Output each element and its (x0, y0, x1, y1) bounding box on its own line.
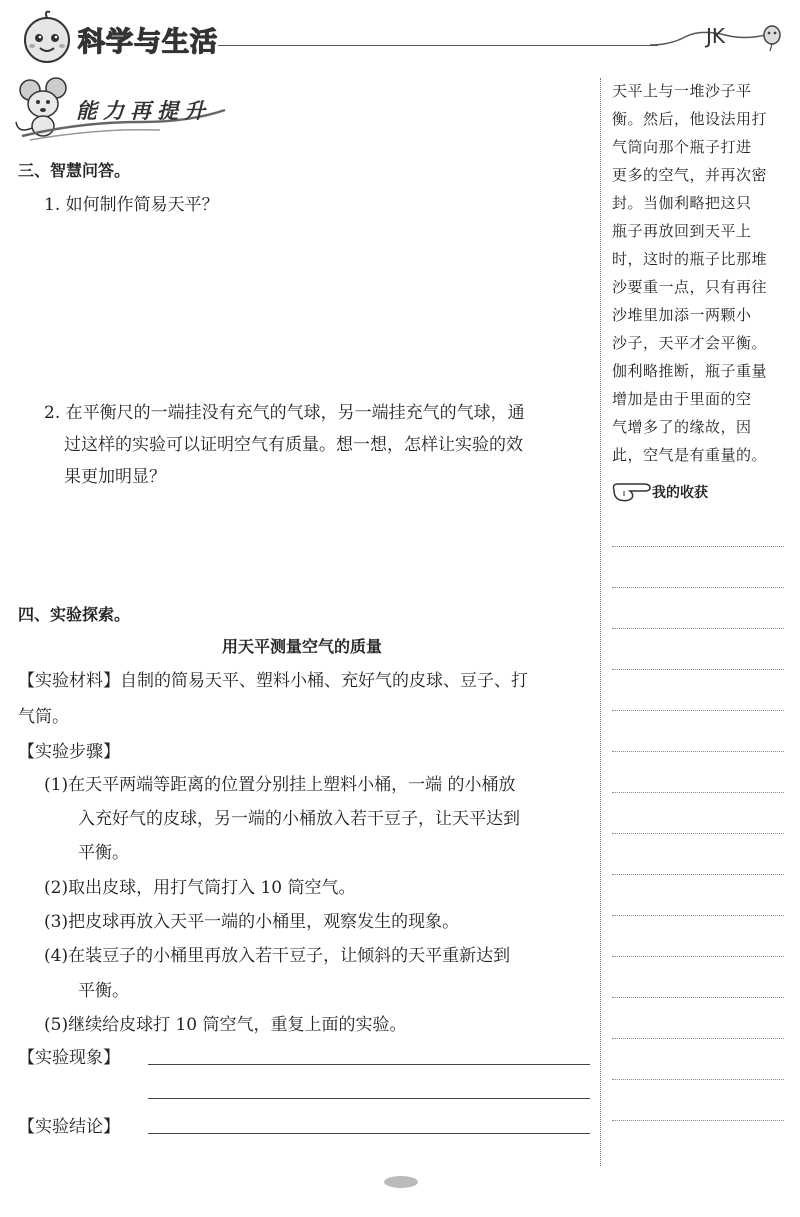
phenomenon-answer-line[interactable] (148, 1098, 590, 1099)
harvest-writing-line[interactable] (612, 1038, 784, 1039)
harvest-writing-line[interactable] (612, 956, 784, 957)
sidebar-text-line: 增加是由于里面的空 (612, 390, 752, 408)
sidebar-text-line: 更多的空气，并再次密 (612, 166, 768, 184)
conclusion-answer-line[interactable] (148, 1133, 590, 1134)
step-line: (1)在天平两端等距离的位置分别挂上塑料小桶，一端 的小桶放 (44, 775, 516, 795)
harvest-writing-line[interactable] (612, 833, 784, 834)
conclusion-label: 【实验结论】 (18, 1117, 120, 1137)
phenomenon-label: 【实验现象】 (18, 1048, 120, 1068)
question-1: 1. 如何制作简易天平？ (44, 195, 219, 215)
sidebar-text-line: 瓶子再放回到天平上 (612, 222, 752, 240)
harvest-writing-line[interactable] (612, 587, 784, 588)
harvest-writing-line[interactable] (612, 915, 784, 916)
step-line: (5)继续给皮球打 10 筒空气，重复上面的实验。 (44, 1015, 407, 1035)
step-line: 入充好气的皮球，另一端的小桶放入若干豆子，让天平达到 (78, 809, 520, 829)
harvest-writing-line[interactable] (612, 874, 784, 875)
step-line: (3)把皮球再放入天平一端的小桶里，观察发生的现象。 (44, 912, 460, 932)
harvest-writing-line[interactable] (612, 669, 784, 670)
page-number-badge (384, 1176, 418, 1188)
header-rule (218, 45, 658, 46)
sidebar-text-line: 沙堆里加添一两颗小 (612, 306, 752, 324)
steps-label: 【实验步骤】 (18, 742, 120, 762)
sidebar-divider (600, 78, 601, 1166)
mascot-logo (16, 10, 78, 70)
section3-heading: 三、智慧问答。 (18, 161, 131, 180)
sidebar-text-line: 封。当伽利略把这只 (612, 194, 752, 212)
section4-heading: 四、实验探索。 (18, 605, 131, 624)
question-2-line-1: 2. 在平衡尺的一端挂没有充气的气球，另一端挂充气的气球，通 (44, 403, 525, 423)
harvest-writing-line[interactable] (612, 628, 784, 629)
sidebar-text-line: 此，空气是有重量的。 (612, 446, 768, 464)
harvest-writing-line[interactable] (612, 792, 784, 793)
harvest-writing-line[interactable] (612, 1079, 784, 1080)
step-line: 平衡。 (78, 843, 129, 863)
materials-line-1: 【实验材料】自制的简易天平、塑料小桶、充好气的皮球、豆子、打 (18, 671, 528, 691)
harvest-writing-line[interactable] (612, 1120, 784, 1121)
sidebar-text-line: 沙要重一点，只有再往 (612, 278, 768, 296)
harvest-title: 我的收获 (652, 485, 708, 501)
header-title: 科学与生活 (78, 27, 218, 58)
balloon-icon (760, 24, 784, 56)
sidebar-text-line: 气筒向那个瓶子打进 (612, 138, 752, 156)
sidebar-text-line: 天平上与一堆沙子平 (612, 82, 752, 100)
question-2-line-3: 果更加明显？ (64, 467, 166, 487)
banner-title: 能力再提升 (76, 98, 211, 123)
harvest-writing-line[interactable] (612, 751, 784, 752)
header-code: JK (706, 24, 726, 48)
materials-line-2: 气筒。 (18, 707, 69, 727)
sidebar-text-line: 衡。然后，他设法用打 (612, 110, 768, 128)
sidebar-text-line: 伽利略推断，瓶子重量 (612, 362, 768, 380)
harvest-writing-line[interactable] (612, 546, 784, 547)
sidebar-text-line: 气增多了的缘故，因 (612, 418, 752, 436)
phenomenon-answer-line[interactable] (148, 1064, 590, 1065)
experiment-title: 用天平测量空气的质量 (222, 637, 383, 656)
question-2-line-2: 过这样的实验可以证明空气有质量。想一想，怎样让实验的效 (64, 435, 523, 455)
pointing-hand-icon (610, 478, 652, 508)
harvest-writing-line[interactable] (612, 710, 784, 711)
sidebar-text-line: 沙子，天平才会平衡。 (612, 334, 768, 352)
harvest-writing-line[interactable] (612, 997, 784, 998)
sidebar-text-line: 时，这时的瓶子比那堆 (612, 250, 768, 268)
step-line: (2)取出皮球，用打气筒打入 10 筒空气。 (44, 878, 356, 898)
step-line: (4)在装豆子的小桶里再放入若干豆子，让倾斜的天平重新达到 (44, 946, 511, 966)
step-line: 平衡。 (78, 981, 129, 1001)
